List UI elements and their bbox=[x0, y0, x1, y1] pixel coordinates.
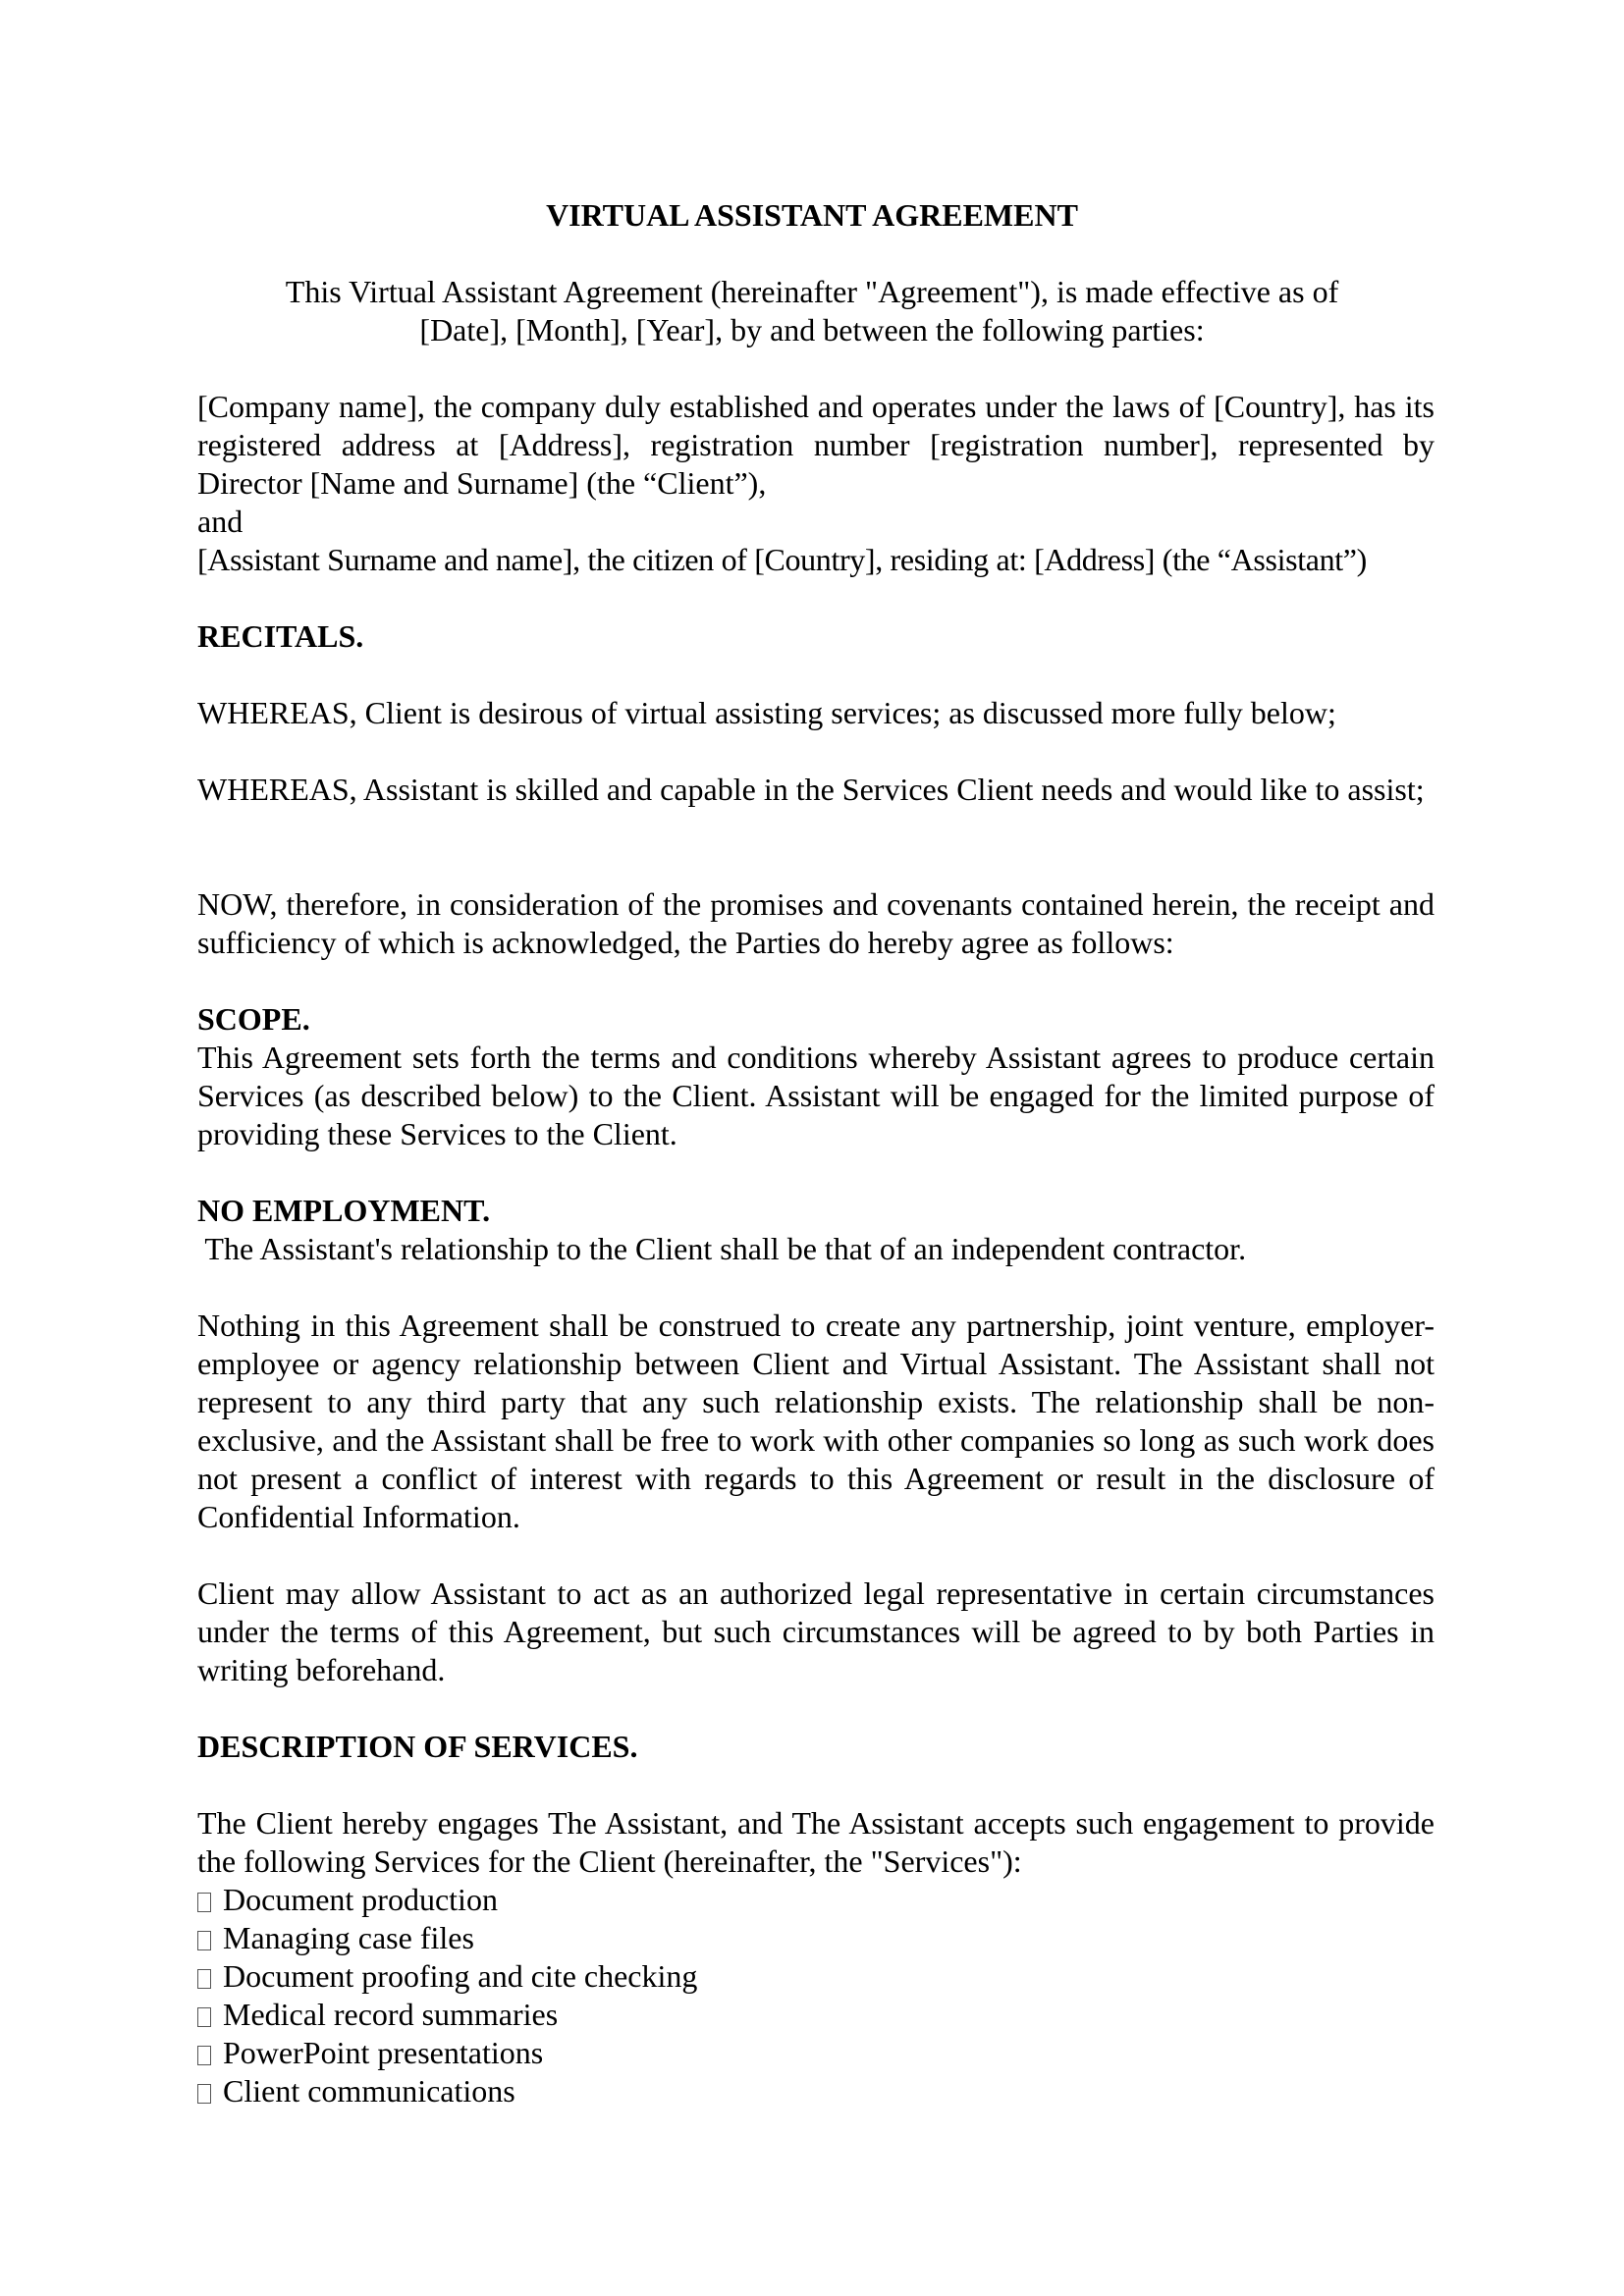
no-employment-heading: NO EMPLOYMENT. bbox=[197, 1193, 491, 1228]
now-therefore-clause: NOW, therefore, in consideration of the promises and covenants contained herein, the receipt and sufficiency of which is acknowledged, the Parties do hereby agree as follows: bbox=[197, 886, 1435, 960]
bullet-box-icon bbox=[197, 2007, 211, 2027]
bullet-box-icon bbox=[197, 1893, 211, 1912]
bullet-box-icon bbox=[197, 1931, 211, 1950]
client-party-paragraph: [Company name], the company duly established and operates under the laws of [Country], has its registered address at [Address], registration number [registration number], represented by Director [Name and Surname] (the “Client”), bbox=[197, 389, 1435, 501]
scope-heading: SCOPE. bbox=[197, 1001, 310, 1037]
intro-line-2: [Date], [Month], [Year], by and between the following parties: bbox=[419, 312, 1205, 347]
bullet-box-icon bbox=[197, 2046, 211, 2065]
bullet-box-icon bbox=[197, 2084, 211, 2104]
service-list-item: Managing case files bbox=[197, 1919, 1435, 1957]
service-list-item: Medical record summaries bbox=[197, 1996, 1435, 2034]
scope-paragraph: This Agreement sets forth the terms and conditions whereby Assistant agrees to produce certain Services (as described below) to the Client. Assistant will be engaged for the limited purpose of providing these Services to the Client. bbox=[197, 1040, 1435, 1151]
document-title: VIRTUAL ASSISTANT AGREEMENT bbox=[546, 197, 1078, 233]
service-list-item: Document production bbox=[197, 1881, 1435, 1919]
intro-line-1: This Virtual Assistant Agreement (hereinafter "Agreement"), is made effective as of bbox=[285, 274, 1339, 309]
whereas-clause-1: WHEREAS, Client is desirous of virtual assisting services; as discussed more fully below; bbox=[197, 695, 1336, 730]
service-list-item: Document proofing and cite checking bbox=[197, 1957, 1435, 1996]
and-conjunction: and bbox=[197, 504, 244, 539]
recitals-heading: RECITALS. bbox=[197, 618, 364, 654]
whereas-clause-2: WHEREAS, Assistant is skilled and capable in the Services Client needs and would like to assist; bbox=[197, 772, 1425, 807]
no-employment-paragraph-3: Client may allow Assistant to act as an authorized legal representative in certain circumstances under the terms of this Agreement, but such circumstances will be agreed to by both Parties in writing beforehand. bbox=[197, 1575, 1435, 1687]
no-employment-paragraph-1: The Assistant's relationship to the Client shall be that of an independent contractor. bbox=[197, 1231, 1247, 1266]
services-intro: The Client hereby engages The Assistant, and The Assistant accepts such engagement to provide the following Services for the Client (hereinafter, the "Services"): bbox=[197, 1805, 1435, 1879]
assistant-party-paragraph: [Assistant Surname and name], the citizen of [Country], residing at: [Address] (the “Assistant”) bbox=[197, 542, 1367, 577]
no-employment-paragraph-2: Nothing in this Agreement shall be construed to create any partnership, joint venture, employer-employee or agency relationship between Client and Virtual Assistant. The Assistant shall not represent to any third party that any such relationship exists. The relationship shall be non-exclusive, and the Assistant shall be free to work with other companies so long as such work does not present a conflict of interest with regards to this Agreement or result in the disclosure of Confidential Information. bbox=[197, 1308, 1435, 1534]
services-heading: DESCRIPTION OF SERVICES. bbox=[197, 1729, 638, 1764]
service-list-item: Client communications bbox=[197, 2072, 1435, 2110]
bullet-box-icon bbox=[197, 1969, 211, 1989]
service-list-item: PowerPoint presentations bbox=[197, 2034, 1435, 2072]
